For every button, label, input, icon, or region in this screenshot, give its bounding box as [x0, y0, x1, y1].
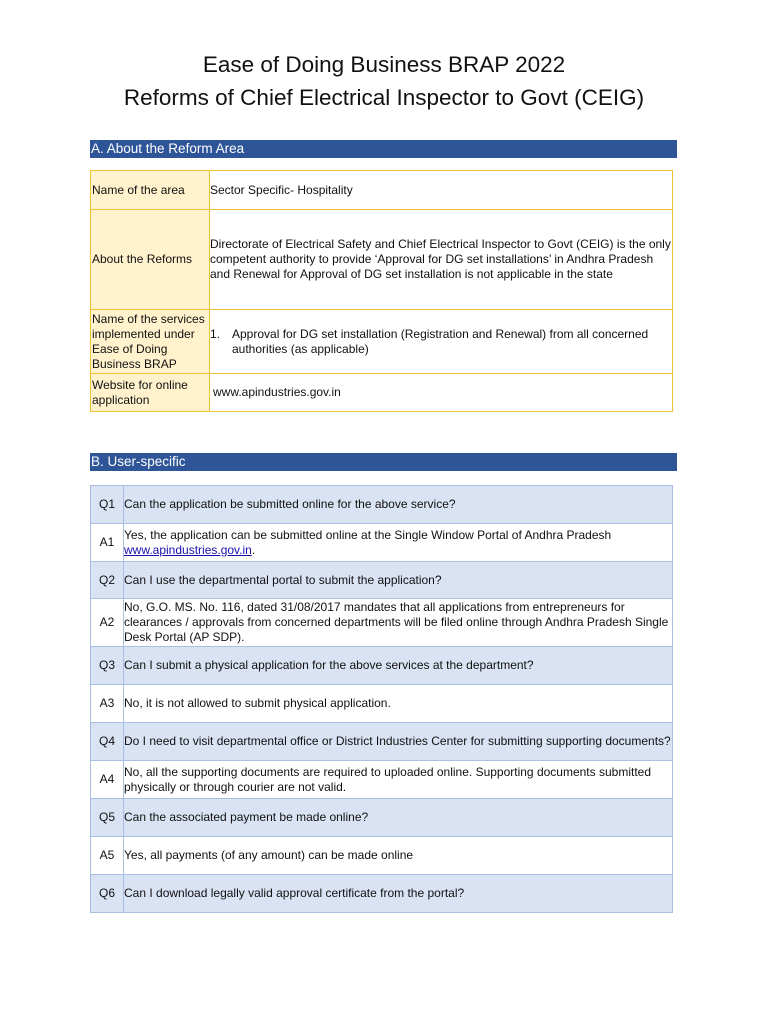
row-text: Can I download legally valid approval certificate from the portal?	[124, 875, 673, 913]
table-row	[91, 486, 673, 524]
table-row	[91, 310, 673, 374]
table-row	[91, 562, 673, 599]
row-text: Do I need to visit departmental office or District Industries Center for submitting supporting documents?	[124, 723, 673, 761]
row-label: About the Reforms	[91, 210, 210, 310]
table-row	[91, 799, 673, 837]
row-text: Yes, all payments (of any amount) can be made online	[124, 837, 673, 875]
table-row	[91, 875, 673, 913]
row-text: Can I submit a physical application for the above services at the department?	[124, 647, 673, 685]
table-row	[91, 171, 673, 210]
list-item-text: Approval for DG set installation (Registration and Renewal) from all concerned authorities (as applicable)	[232, 326, 649, 356]
row-key: A3	[91, 685, 124, 723]
row-text: Can the application be submitted online for the above service?	[124, 486, 673, 524]
row-text: No, G.O. MS. No. 116, dated 31/08/2017 mandates that all applications from entrepreneurs for clearances / approvals from concerned departments will be filed online through Andhra Pradesh Single Desk Portal (AP SDP).	[124, 599, 673, 647]
row-text: No, it is not allowed to submit physical application.	[124, 685, 673, 723]
table-row	[91, 524, 673, 562]
list-item-number: 1.	[210, 326, 221, 341]
row-text: Can the associated payment be made online?	[124, 799, 673, 837]
row-text: No, all the supporting documents are required to uploaded online. Supporting documents submitted physically or through courier are not valid.	[124, 761, 673, 799]
row-key: A2	[91, 599, 124, 647]
row-label: Name of the services implemented under Ease of Doing Business BRAP	[91, 310, 210, 374]
list-item	[210, 327, 672, 357]
row-text	[124, 524, 673, 562]
document-subtitle: Reforms of Chief Electrical Inspector to Govt (CEIG)	[123, 85, 645, 110]
row-value: Directorate of Electrical Safety and Chief Electrical Inspector to Govt (CEIG) is the only competent authority to provide ‘Approval for DG set installations’ in Andhra Pradesh and Renewal for Approval of DG set installation is not applicable in the state	[210, 210, 673, 310]
row-key: A1	[91, 524, 124, 562]
row-label: Website for online application	[91, 374, 210, 412]
table-row	[91, 210, 673, 310]
faq-table	[90, 485, 673, 913]
row-key: Q5	[91, 799, 124, 837]
about-reform-table	[90, 170, 673, 412]
table-row	[91, 761, 673, 799]
table-row	[91, 599, 673, 647]
row-key: Q3	[91, 647, 124, 685]
website-value: www.apindustries.gov.in	[210, 374, 673, 412]
apindustries-link[interactable]: www.apindustries.gov.in	[124, 542, 252, 557]
row-value	[210, 310, 673, 374]
answer-period: .	[251, 542, 256, 557]
row-label: Name of the area	[91, 171, 210, 210]
section-b-heading: B. User-specific	[90, 453, 677, 471]
section-a-heading: A. About the Reform Area	[90, 140, 677, 158]
row-key: A5	[91, 837, 124, 875]
table-row	[91, 723, 673, 761]
row-key: Q2	[91, 562, 124, 599]
table-row	[91, 837, 673, 875]
document-title: Ease of Doing Business BRAP 2022	[202, 52, 566, 77]
answer-text: Yes, the application can be submitted online at the Single Window Portal of Andhra Pradesh	[124, 527, 612, 542]
table-row	[91, 685, 673, 723]
table-row	[91, 374, 673, 412]
row-text: Can I use the departmental portal to submit the application?	[124, 562, 673, 599]
row-key: Q1	[91, 486, 124, 524]
table-row	[91, 647, 673, 685]
row-key: Q4	[91, 723, 124, 761]
row-key: A4	[91, 761, 124, 799]
row-value: Sector Specific- Hospitality	[210, 171, 673, 210]
row-key: Q6	[91, 875, 124, 913]
